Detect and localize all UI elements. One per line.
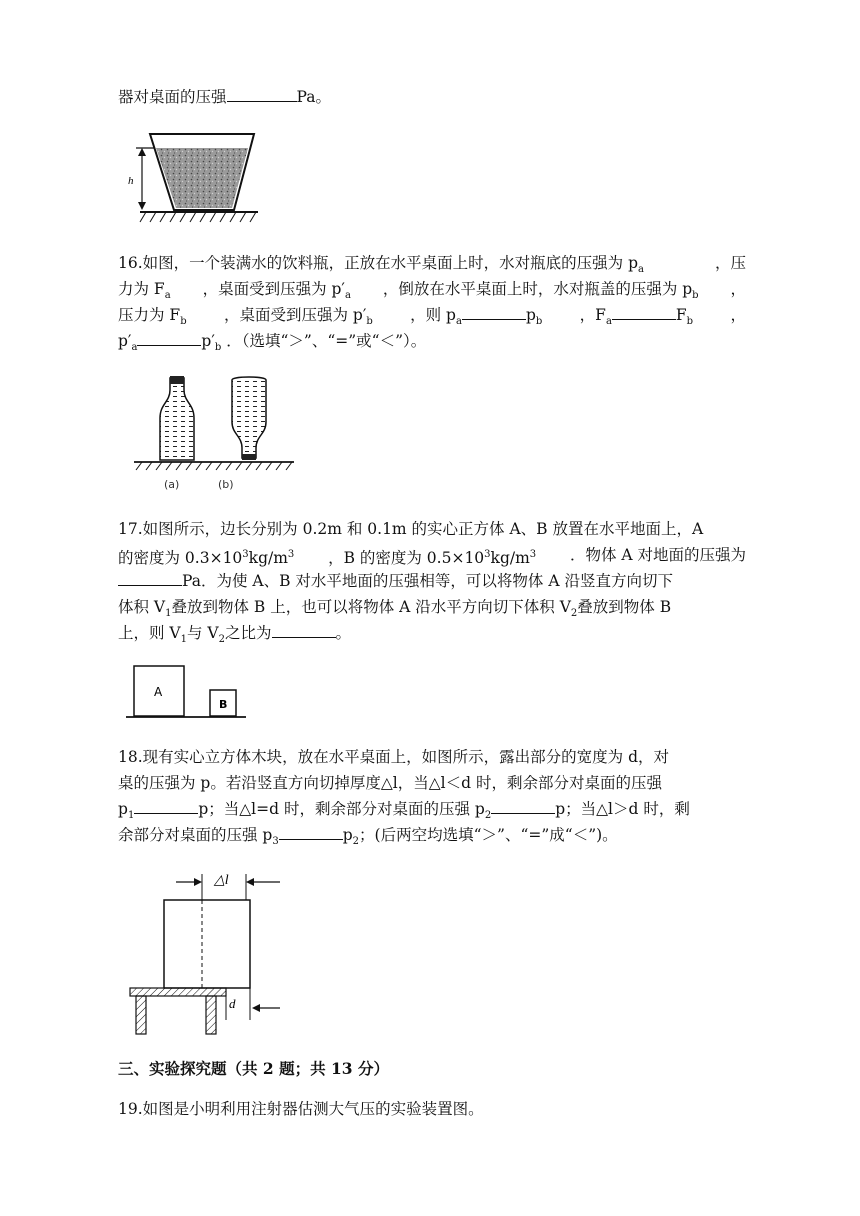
q18-line-4: 余部分对桌面的压强 $p_3$ $p_2$；(后两空均选填“＞”、“=”成“＜”)。	[118, 822, 746, 855]
cubes-figure	[124, 662, 248, 722]
answer-blank[interactable]	[462, 303, 526, 320]
section-heading: 三、实验探究题（共 2 题；共 13 分）	[118, 1059, 389, 1078]
q17-line-3: Pa．为使 A、B 对水平地面的压强相等，可以将物体 A 沿竖直方向切下	[118, 568, 746, 594]
q16-line-3: 压力为 $F_b$ ，桌面受到压强为 $p'_b$ ，则 $p_a$ $p_b$ ，$F_a$ $F_b$ ，	[118, 302, 746, 335]
svg-text:△l: △l	[214, 873, 229, 888]
answer-blank[interactable]	[118, 569, 182, 586]
q18-line-2: 桌的压强为 p。若沿竖直方向切掉厚度△l，当△l＜d 时，剩余部分对桌面的压强	[118, 774, 662, 792]
answer-blank[interactable]	[612, 303, 676, 320]
answer-blank[interactable]	[272, 621, 336, 638]
answer-blank[interactable]	[227, 85, 297, 102]
q17-line-5: 上，则 $V_1$与 $V_2$之比为 。	[118, 620, 746, 653]
svg-text:B: B	[219, 698, 228, 711]
svg-text:A: A	[154, 685, 163, 699]
q18-line-3: $p_1$ p；当△l=d 时，剩余部分对桌面的压强 $p_2$ p；当△l＞d 时，剩	[118, 796, 746, 829]
answer-blank[interactable]	[137, 329, 201, 346]
q16-line-2: 力为 $F_a$ ，桌面受到压强为 $p'_a$ ，倒放在水平桌面上时，水对瓶盖的压强为 $p_b$ ，	[118, 280, 746, 302]
q18-line-1: 18.现有实心立方体木块，放在水平桌面上，如图所示，露出部分的宽度为 d，对	[118, 748, 670, 766]
svg-text:(a): (a)	[164, 478, 180, 491]
block-table-figure	[126, 864, 296, 1040]
svg-text:(b): (b)	[218, 478, 234, 491]
q17-line-2: 的密度为 $0.3\times 10^3kg/m^3$ ，B 的密度为 $0.5\times 10^3kg/m^3$ ．物体 A 对地面的压强为	[118, 546, 746, 568]
bottles-figure	[132, 374, 298, 494]
q19-line-1: 19.如图是小明利用注射器估测大气压的实验装置图。	[118, 1100, 484, 1118]
container-figure	[118, 130, 268, 226]
intro-line: 器对桌面的压强 Pa。	[118, 84, 746, 110]
answer-blank[interactable]	[134, 797, 198, 814]
svg-text:d: d	[229, 996, 236, 1011]
answer-blank[interactable]	[279, 823, 343, 840]
q16-line-1: 16.如图，一个装满水的饮料瓶，正放在水平桌面上时，水对瓶底的压强为 $p_a$ ，压	[118, 254, 746, 276]
q16-line-4: $p'_a$ $p'_b$ ．（选填“＞”、“=”或“＜”）。	[118, 328, 746, 361]
q17-line-1: 17.如图所示，边长分别为 0.2m 和 0.1m 的实心正方体 A、B 放置在水平地面上，A	[118, 520, 704, 538]
q17-line-4: 体积 $V_1$叠放到物体 B 上，也可以将物体 A 沿水平方向切下体积 $V_2$叠放到物体 B	[118, 598, 672, 620]
answer-blank[interactable]	[491, 797, 555, 814]
svg-text:h: h	[128, 175, 134, 187]
